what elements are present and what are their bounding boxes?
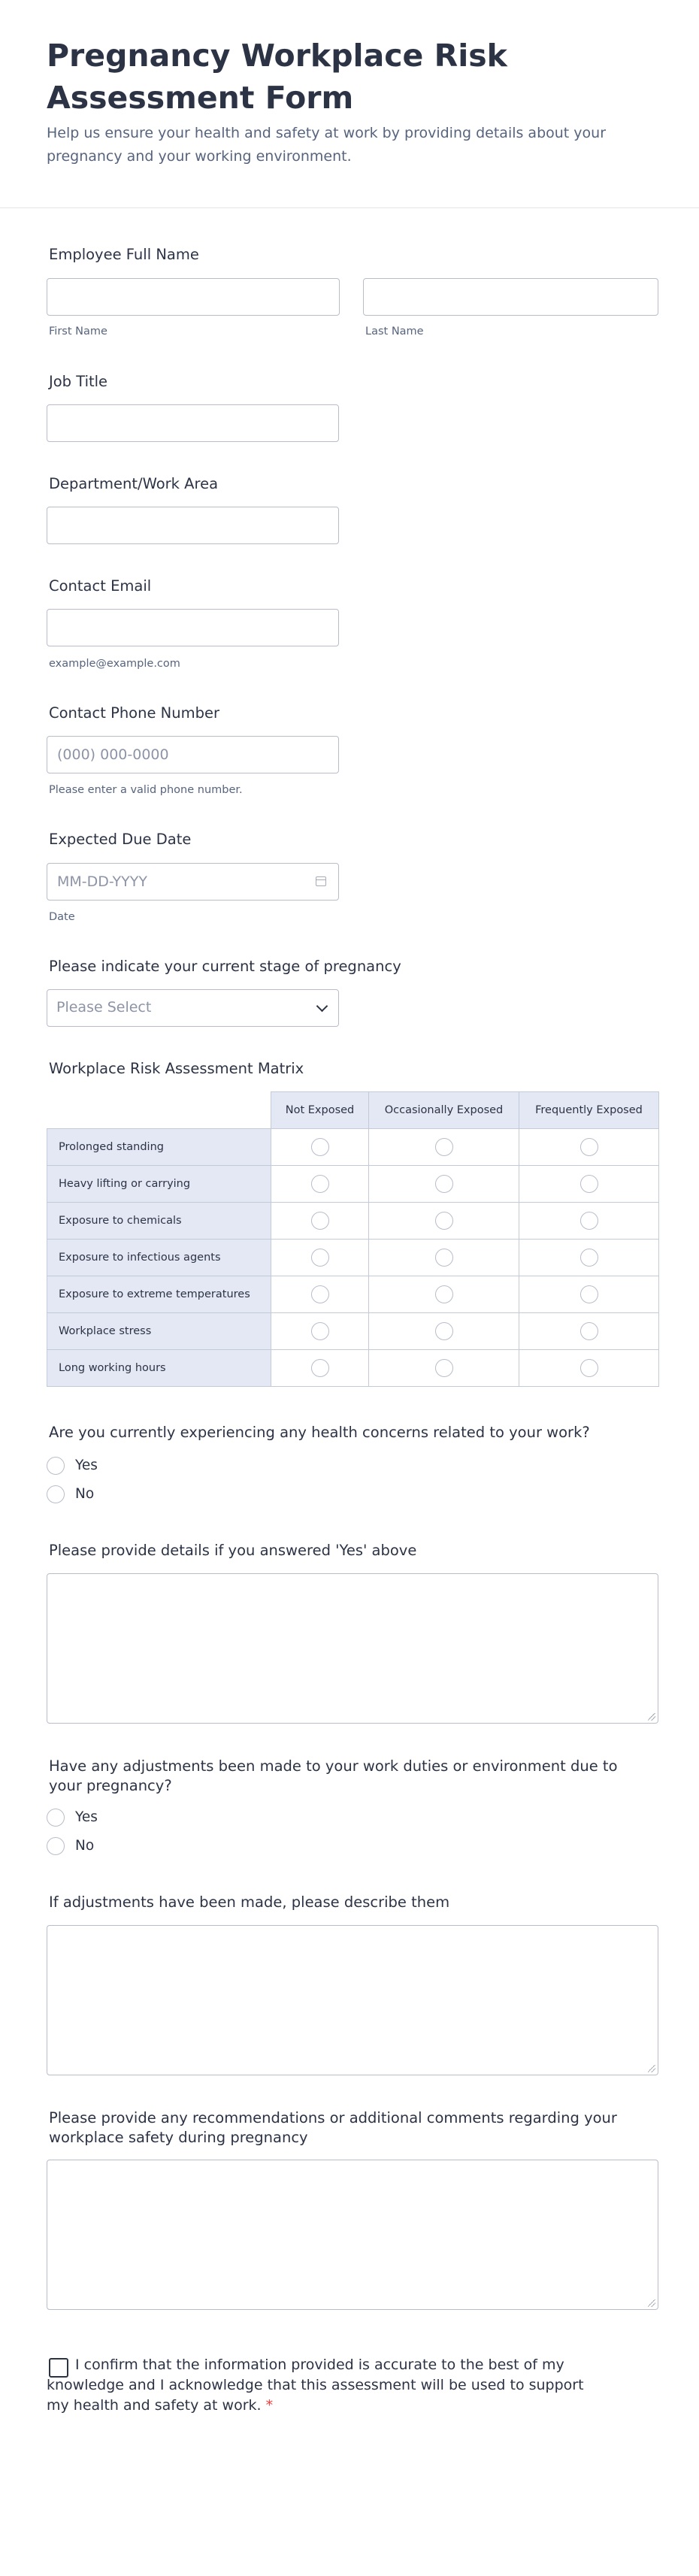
recommendations-textarea[interactable] (47, 2160, 658, 2310)
matrix-row (47, 1350, 659, 1387)
matrix-cell (519, 1350, 659, 1387)
matrix-radio-button[interactable] (580, 1359, 598, 1377)
matrix-cell (271, 1166, 369, 1203)
matrix-radio-button[interactable] (580, 1285, 598, 1303)
resize-handle-icon[interactable] (648, 2065, 655, 2072)
matrix-cell (271, 1203, 369, 1240)
matrix-row (47, 1203, 659, 1240)
email-sublabel: example@example.com (49, 658, 180, 670)
matrix-row-label: Exposure to infectious agents (47, 1240, 271, 1276)
matrix-row-label: Prolonged standing (47, 1129, 271, 1166)
resize-handle-icon[interactable] (648, 2299, 655, 2307)
due-date-input[interactable] (47, 863, 339, 901)
first-name-sublabel: First Name (49, 325, 107, 338)
matrix-radio-button[interactable] (435, 1249, 453, 1267)
radio-button[interactable] (47, 1809, 65, 1827)
matrix-cell (369, 1129, 519, 1166)
matrix-radio-button[interactable] (435, 1322, 453, 1340)
matrix-row (47, 1129, 659, 1166)
confirm-text: I confirm that the information provided is accurate to the best of my knowledge and I acknowledge that this assessment will be used to support my health and safety at work. (47, 2357, 584, 2414)
adjustments-details-label: If adjustments have been made, please describe them (49, 1893, 450, 1911)
radio-button[interactable] (47, 1837, 65, 1855)
matrix-cell (519, 1129, 659, 1166)
matrix-cell (519, 1240, 659, 1276)
matrix-radio-button[interactable] (435, 1138, 453, 1156)
matrix-radio-button[interactable] (435, 1212, 453, 1230)
first-name-input[interactable] (47, 278, 340, 316)
email-label: Contact Email (49, 577, 152, 595)
matrix-radio-button[interactable] (311, 1138, 329, 1156)
due-date-sublabel: Date (49, 911, 75, 923)
matrix-cell (519, 1276, 659, 1313)
radio-button[interactable] (47, 1457, 65, 1475)
matrix-cell (369, 1313, 519, 1350)
matrix-radio-button[interactable] (311, 1359, 329, 1377)
matrix-cell (519, 1313, 659, 1350)
matrix-cell (369, 1240, 519, 1276)
matrix-cell (369, 1166, 519, 1203)
matrix-radio-button[interactable] (311, 1175, 329, 1193)
option-label: Yes (75, 1458, 98, 1473)
matrix-cell (271, 1129, 369, 1166)
matrix-row (47, 1313, 659, 1350)
matrix-col-header: Frequently Exposed (519, 1092, 659, 1129)
matrix-cell (271, 1276, 369, 1313)
phone-input[interactable] (47, 736, 339, 773)
matrix-radio-button[interactable] (435, 1175, 453, 1193)
job-title-input[interactable] (47, 404, 339, 442)
resize-handle-icon[interactable] (648, 1713, 655, 1721)
matrix-cell (369, 1350, 519, 1387)
last-name-input[interactable] (363, 278, 658, 316)
matrix-radio-button[interactable] (311, 1322, 329, 1340)
option-label: Yes (75, 1809, 98, 1825)
radio-button[interactable] (47, 1485, 65, 1503)
phone-sublabel: Please enter a valid phone number. (49, 784, 243, 796)
page-title: Pregnancy Workplace Risk Assessment Form (47, 38, 507, 116)
matrix-corner (47, 1092, 271, 1129)
job-title-label: Job Title (49, 373, 108, 390)
matrix-row-label: Exposure to extreme temperatures (47, 1276, 271, 1313)
health-concerns-label: Are you currently experiencing any health concerns related to your work? (49, 1424, 590, 1441)
matrix-radio-button[interactable] (580, 1249, 598, 1267)
health-details-label: Please provide details if you answered 'Yes' above (49, 1542, 417, 1559)
matrix-col-header: Occasionally Exposed (369, 1092, 519, 1129)
matrix-cell (369, 1203, 519, 1240)
option-label: No (75, 1838, 95, 1854)
matrix-row (47, 1240, 659, 1276)
matrix-col-header: Not Exposed (271, 1092, 369, 1129)
department-label: Department/Work Area (49, 475, 219, 492)
matrix-radio-button[interactable] (580, 1322, 598, 1340)
form-header (0, 0, 699, 208)
matrix-radio-button[interactable] (435, 1285, 453, 1303)
matrix-radio-button[interactable] (311, 1212, 329, 1230)
matrix-cell (519, 1166, 659, 1203)
required-mark: * (265, 2397, 274, 2414)
adjustments-label: Have any adjustments been made to your work duties or environment due to your pregnancy? (49, 1757, 618, 1794)
due-date-label: Expected Due Date (49, 831, 192, 848)
risk-matrix (47, 1091, 659, 1387)
matrix-cell (271, 1350, 369, 1387)
calendar-icon[interactable] (316, 876, 326, 886)
health-details-textarea[interactable] (47, 1573, 658, 1724)
matrix-radio-button[interactable] (580, 1175, 598, 1193)
stage-select-value: Please Select (56, 999, 152, 1016)
matrix-radio-button[interactable] (311, 1249, 329, 1267)
option-label: No (75, 1486, 95, 1502)
matrix-cell (369, 1276, 519, 1313)
matrix-radio-button[interactable] (580, 1212, 598, 1230)
phone-label: Contact Phone Number (49, 704, 220, 722)
stage-label: Please indicate your current stage of pregnancy (49, 958, 401, 975)
matrix-row (47, 1166, 659, 1203)
email-input[interactable] (47, 609, 339, 646)
matrix-row-label: Heavy lifting or carrying (47, 1166, 271, 1203)
matrix-row-label: Exposure to chemicals (47, 1203, 271, 1240)
last-name-sublabel: Last Name (365, 325, 424, 338)
matrix-radio-button[interactable] (435, 1359, 453, 1377)
adjustments-details-textarea[interactable] (47, 1925, 658, 2075)
matrix-row-label: Long working hours (47, 1350, 271, 1387)
confirm-statement (47, 2355, 588, 2416)
chevron-down-icon (316, 1000, 328, 1013)
matrix-row (47, 1276, 659, 1313)
matrix-cell (271, 1240, 369, 1276)
department-input[interactable] (47, 507, 339, 544)
matrix-radio-button[interactable] (580, 1138, 598, 1156)
matrix-label: Workplace Risk Assessment Matrix (49, 1060, 304, 1077)
matrix-cell (271, 1313, 369, 1350)
matrix-cell (519, 1203, 659, 1240)
full-name-label: Employee Full Name (49, 246, 199, 263)
matrix-row-label: Workplace stress (47, 1313, 271, 1350)
matrix-radio-button[interactable] (311, 1285, 329, 1303)
recommendations-label: Please provide any recommendations or additional comments regarding your workplace safety during pregnancy (49, 2109, 617, 2146)
stage-select[interactable] (47, 989, 339, 1027)
page-subtitle: Help us ensure your health and safety at work by providing details about your pregnancy and your working environment. (47, 125, 607, 165)
